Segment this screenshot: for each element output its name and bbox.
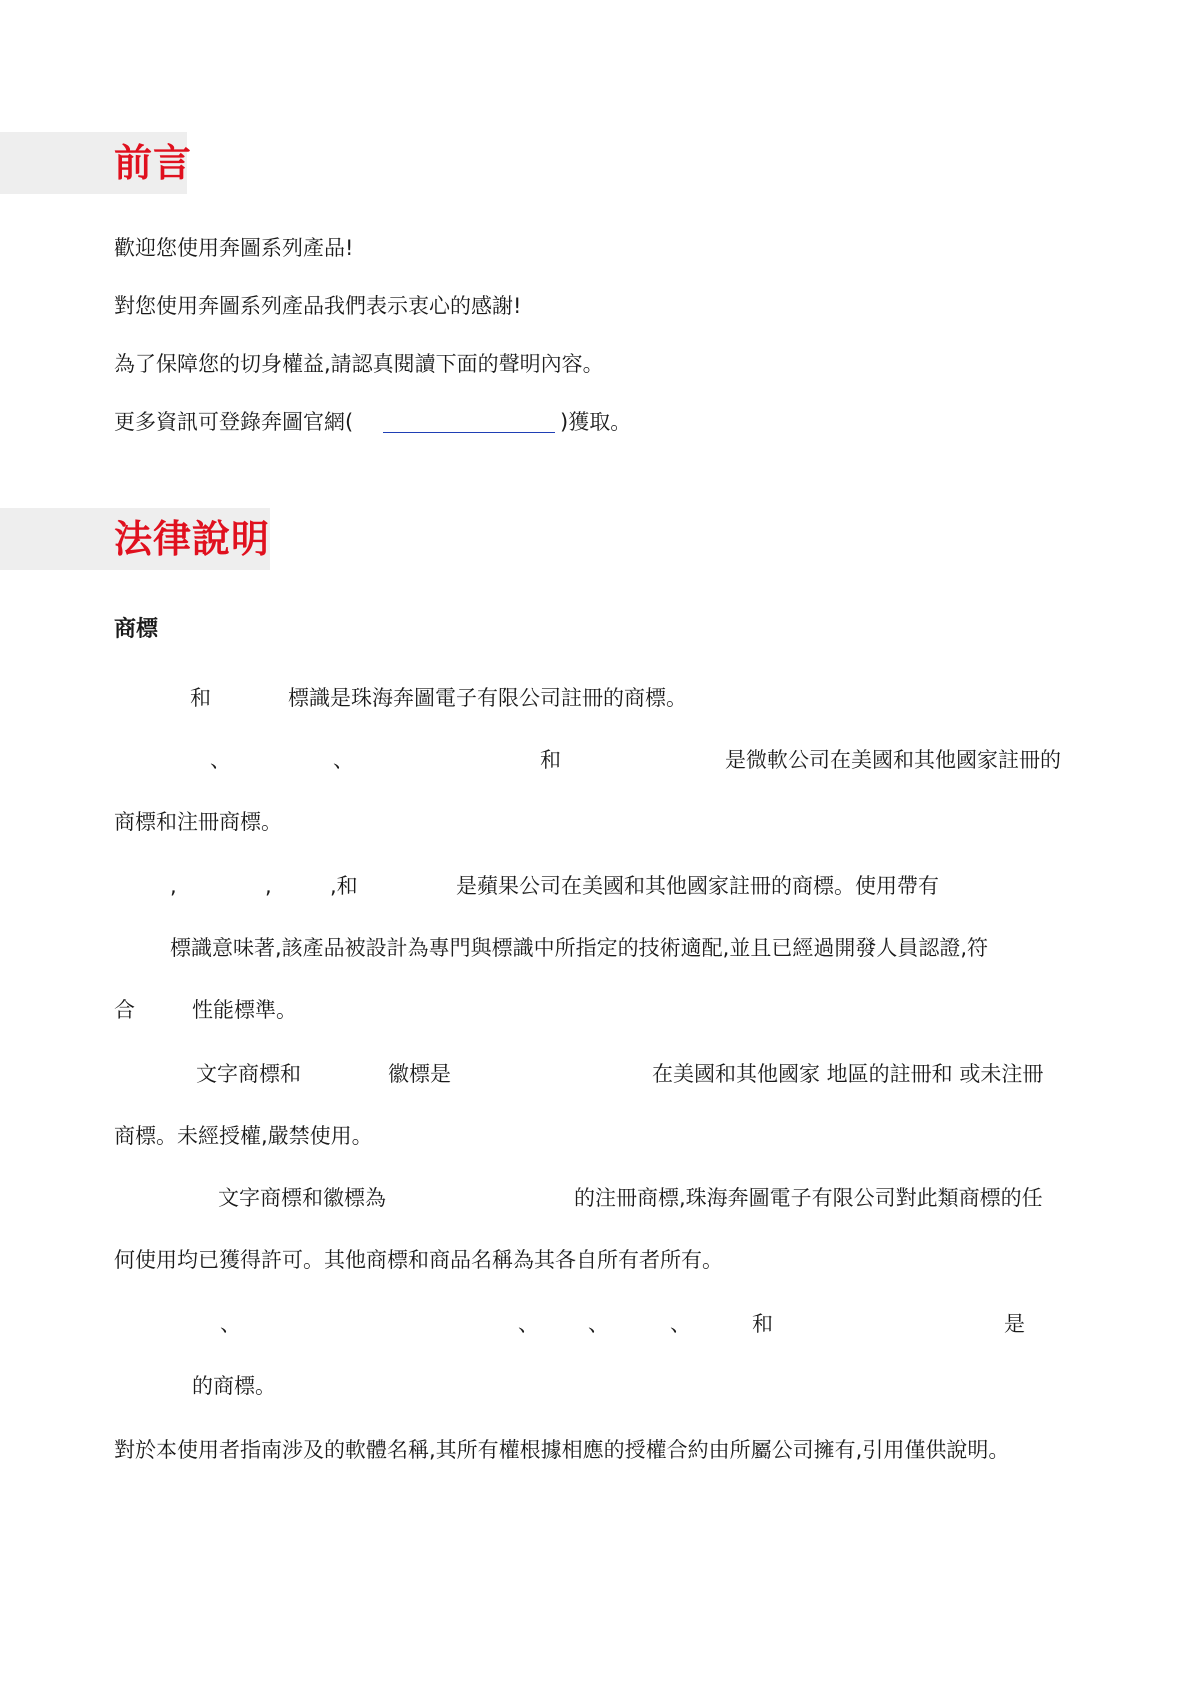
- preface-line-1: 歡迎您使用奔圖系列產品!: [114, 236, 354, 260]
- tm-p4-d: 商標。未經授權,嚴禁使用。: [114, 1124, 373, 1148]
- tm-p2-c: 和: [540, 748, 561, 772]
- website-prefix: 更多資訊可登錄奔圖官網(: [114, 410, 354, 434]
- tm-p4-b: 徽標是: [388, 1062, 451, 1086]
- tm-p6-d: 、: [670, 1312, 691, 1336]
- tm-p2-b: 、: [333, 748, 354, 772]
- tm-p6-g: 的商標。: [192, 1374, 276, 1398]
- preface-title: 前言: [114, 141, 193, 185]
- tm-p6-c: 、: [588, 1312, 609, 1336]
- tm-p6-e: 和: [752, 1312, 773, 1336]
- tm-p6-b: 、: [518, 1312, 539, 1336]
- preface-line-2: 對您使用奔圖系列產品我們表示衷心的感謝!: [114, 294, 522, 318]
- tm-p3-g: 性能標準。: [192, 998, 297, 1022]
- tm-p4-c: 在美國和其他國家 地區的註冊和 或未注冊: [652, 1062, 1044, 1086]
- software-ownership-note: 對於本使用者指南涉及的軟體名稱,其所有權根據相應的授權合約由所屬公司擁有,引用僅供說明。: [114, 1438, 1010, 1462]
- tm-p3-b: ,: [265, 874, 272, 898]
- tm-p5-b: 的注冊商標,珠海奔圖電子有限公司對此類商標的任: [574, 1186, 1043, 1210]
- tm-p3-e: 標識意味著,該產品被設計為專門與標識中所指定的技術適配,並且已經過開發人員認證,符: [170, 936, 989, 960]
- tm-p3-d: 是蘋果公司在美國和其他國家註冊的商標。使用帶有: [456, 874, 939, 898]
- trademark-heading: 商標: [114, 617, 159, 642]
- tm-p4-a: 文字商標和: [196, 1062, 301, 1086]
- tm-p1-a: 和: [190, 686, 211, 710]
- tm-p2-d: 是微軟公司在美國和其他國家註冊的: [725, 748, 1061, 772]
- tm-p3-a: ,: [170, 874, 177, 898]
- website-link[interactable]: [383, 432, 555, 433]
- website-suffix: )獲取。: [560, 410, 632, 434]
- preface-line-3: 為了保障您的切身權益,請認真閱讀下面的聲明內容。: [114, 352, 604, 376]
- tm-p2-e: 商標和注冊商標。: [114, 810, 282, 834]
- tm-p6-a: 、: [220, 1312, 241, 1336]
- tm-p3-f: 合: [114, 998, 135, 1022]
- tm-p5-a: 文字商標和徽標為: [218, 1186, 386, 1210]
- legal-title: 法律說明: [114, 517, 271, 561]
- tm-p3-c: ,和: [330, 874, 358, 898]
- tm-p1-b: 標識是珠海奔圖電子有限公司註冊的商標。: [288, 686, 687, 710]
- tm-p6-f: 是: [1004, 1312, 1025, 1336]
- tm-p2-a: 、: [210, 748, 231, 772]
- tm-p5-c: 何使用均已獲得許可。其他商標和商品名稱為其各自所有者所有。: [114, 1248, 723, 1272]
